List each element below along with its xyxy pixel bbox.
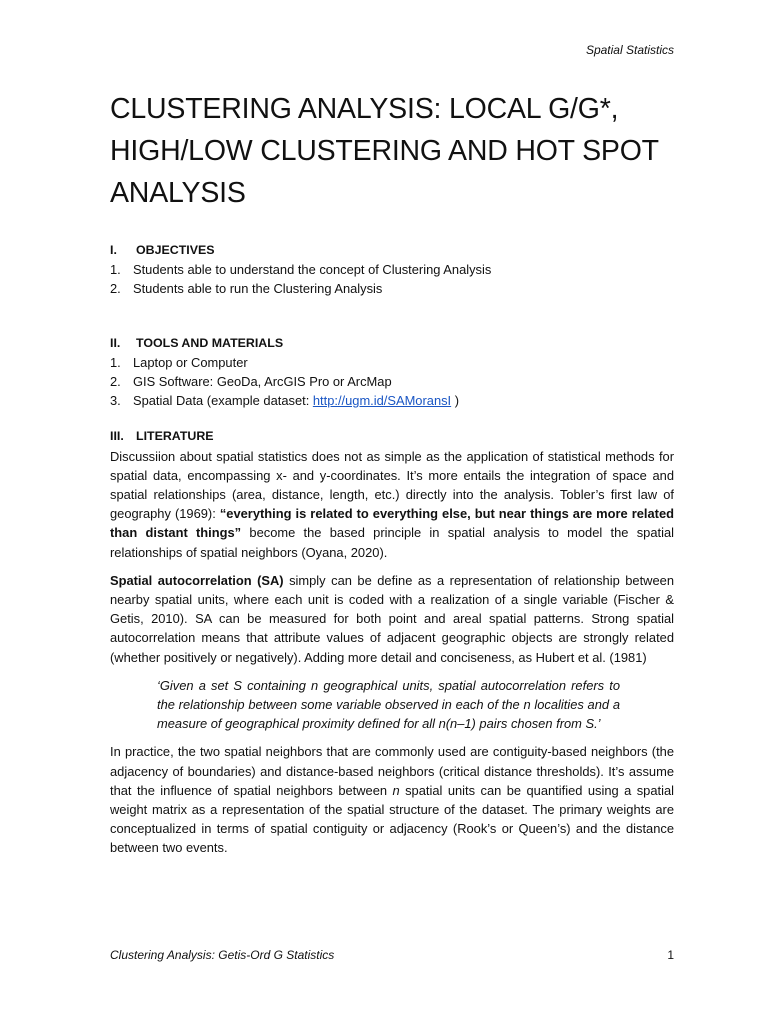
list-item <box>110 372 674 391</box>
section-title: TOOLS AND MATERIALS <box>136 335 284 350</box>
block-quote: ‘Given a set S containing n geographical units, spatial autocorrelation refers to the relationship between some variable observed in each of the n localities and a measure of geographical proximity defined for all n(n–1) pairs chosen from S.’ <box>157 677 620 732</box>
page-number: 1 <box>667 948 674 962</box>
document-body <box>110 241 674 858</box>
section-number: III. <box>110 429 124 444</box>
list-item <box>110 279 674 298</box>
list-item <box>110 353 674 372</box>
list-number: 2. <box>110 281 121 297</box>
list-item <box>110 391 674 410</box>
objectives-list <box>110 260 674 298</box>
running-header: Spatial Statistics <box>585 43 674 57</box>
literature-paragraph-3 <box>110 742 674 857</box>
literature-paragraph-1 <box>110 447 674 562</box>
literature-paragraph-2 <box>110 571 674 667</box>
section-number: I. <box>110 243 117 257</box>
term-spatial-autocorrelation: Spatial autocorrelation (SA) <box>110 572 284 588</box>
list-text: Spatial Data (example dataset: <box>133 393 313 409</box>
list-text: Students able to understand the concept of Clustering Analysis <box>133 262 492 278</box>
paragraph-text: simply can be define as a representation of relationship between nearby spatial units, where each unit is coded with a realization of a single variable (Fischer & Getis, 2010). SA can be measured for both point and areal spatial patterns. Strong spatial autocorrelation means that attribute values of adjacent geographic objects are strongly related (whether positively or negatively). Adding more detail and conciseness, as Hubert et al. (1981) <box>110 572 674 665</box>
paragraph-text: become the based principle in spatial analysis to model the spatial relationships of spatial neighbors (Oyana, 2020). <box>110 525 674 560</box>
paragraph-text: In practice, the two spatial neighbors that are commonly used are contiguity-based neighbors (the adjacency of boundaries) and distance-based neighbors (critical distance thresholds). It’s assume that the influence of spatial neighbors between <box>110 744 674 798</box>
page-title: CLUSTERING ANALYSIS: LOCAL G/G*, HIGH/LOW CLUSTERING AND HOT SPOT ANALYSIS <box>110 93 659 209</box>
tools-list <box>110 353 674 411</box>
list-text: Laptop or Computer <box>133 354 248 370</box>
list-number: 3. <box>110 393 121 409</box>
section-title: OBJECTIVES <box>136 243 215 257</box>
list-text-suffix: ) <box>451 393 460 409</box>
section-title: LITERATURE <box>136 429 214 444</box>
italic-variable: n <box>392 782 400 798</box>
paragraph-text: spatial units can be quantified using a spatial weight matrix as a representation of the spatial structure of the dataset. The primary weights are conceptualized in terms of spatial contiguity or adjacency (Rook’s or Queen’s) and the distance between two events. <box>110 782 674 856</box>
list-text: Students able to run the Clustering Analysis <box>133 281 383 297</box>
list-number: 2. <box>110 374 121 390</box>
section-tools-heading <box>110 334 674 353</box>
list-number: 1. <box>110 354 121 370</box>
dataset-link[interactable]: http://ugm.id/SAMoransI <box>312 393 452 409</box>
section-literature-heading <box>110 427 674 446</box>
tobler-law-quote: “everything is related to everything else, but near things are more related than distant things” <box>110 506 674 541</box>
list-text: GIS Software: GeoDa, ArcGIS Pro or ArcMap <box>133 374 392 390</box>
footer-title: Clustering Analysis: Getis-Ord G Statistics <box>110 948 335 962</box>
section-number: II. <box>110 335 121 350</box>
list-item <box>110 260 674 279</box>
section-objectives-heading <box>110 241 674 260</box>
paragraph-text: Discussiion about spatial statistics does not as simple as the application of statistical methods for spatial data, encompassing x- and y-coordinates. It’s more entails the integration of space and spatial relationships (area, distance, length, etc.) directly into the analysis. Tobler’s first law of geography (1969): <box>110 448 674 522</box>
list-number: 1. <box>110 262 121 278</box>
page-footer <box>110 948 674 962</box>
